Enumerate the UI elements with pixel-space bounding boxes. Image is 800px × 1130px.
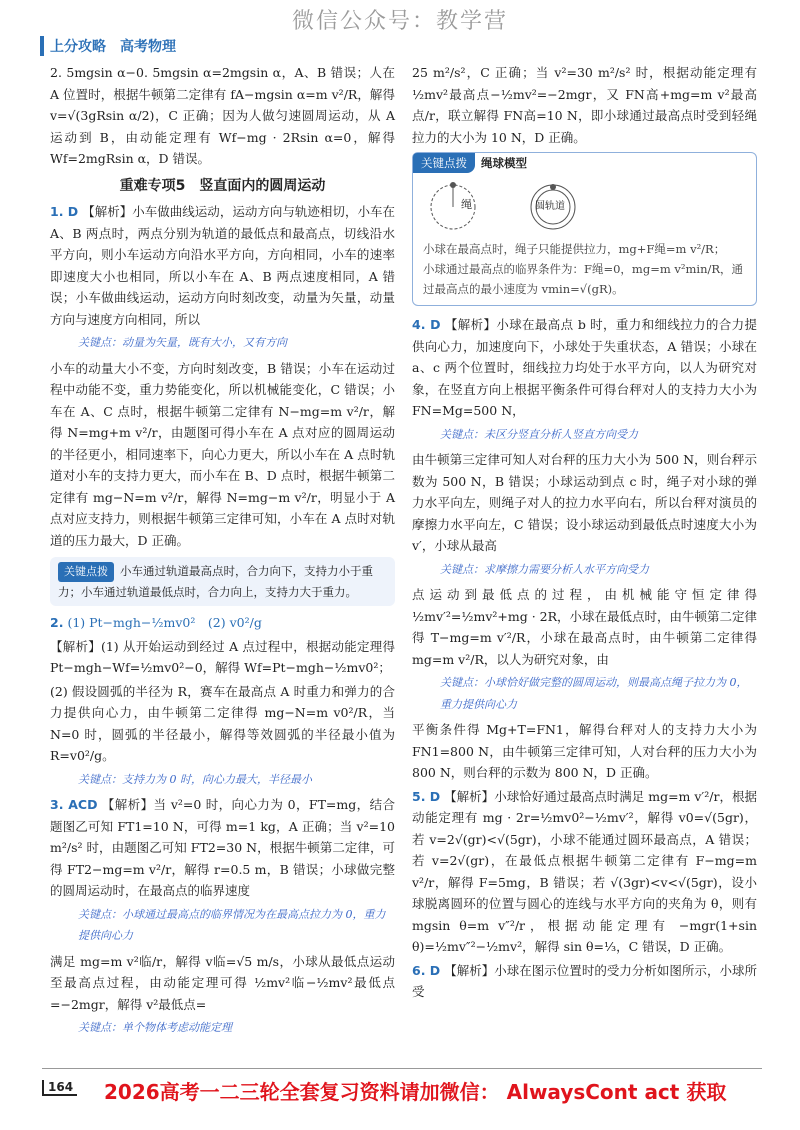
q1-number: 1. D bbox=[50, 204, 79, 219]
section-title: 重难专项5 竖直面内的圆周运动 bbox=[119, 177, 326, 194]
diagram-label-track: 圆轨道 bbox=[535, 201, 565, 212]
q6-block bbox=[412, 960, 757, 1003]
q3-block bbox=[50, 794, 395, 902]
q1-tip-text: 小车通过轨道最高点时，合力向下，支持力小于重力；小车通过轨道最低点时，合力向上，支持力大于重力。 bbox=[58, 564, 373, 599]
q3-text-1: 【解析】当 v²=0 时，向心力为 0，FT=mg，结合题图乙可知 FT1=10 N，可得 m=1 kg，A 正确；当 v²=10 m²/s² 时，由题图乙可知 FT2=30 N，根据牛顿第二定律，可得 FT2−mg=m v²/r，解得 r=0.5 m，B 错误；小球做完整的圆周运动时，在最高点的临界速度 bbox=[50, 797, 396, 898]
q2-text-1: 【解析】(1) 从开始运动到经过 A 点过程中，根据动能定理得 Pt−mgh−Wf=½mv0²−0，解得 Wf=Pt−mgh−½mv0²； bbox=[50, 638, 395, 675]
watermark: 微信公众号：教学营 bbox=[291, 9, 508, 34]
q4-number: 4. D bbox=[412, 317, 441, 332]
box-line-1: 小球在最高点时，绳子只能提供拉力，mg+F绳=m v²/R； bbox=[423, 242, 726, 256]
q4-note-1: 关键点：未区分竖直分析人竖直方向受力 bbox=[440, 427, 638, 441]
box-body bbox=[413, 237, 756, 305]
q2-block bbox=[50, 612, 395, 634]
rope-model-box bbox=[412, 152, 757, 306]
q1-tip-label: 关键点拨 bbox=[58, 562, 114, 582]
q1-note: 关键点：动量为矢量，既有大小，又有方向 bbox=[78, 336, 287, 349]
footer-divider bbox=[42, 1068, 762, 1069]
box-title: 绳球模型 bbox=[481, 156, 527, 170]
q4-block bbox=[412, 314, 757, 422]
q1-block bbox=[50, 201, 395, 330]
q5-text: 【解析】小球恰好通过最高点时满足 mg=m v′²/r，根据动能定理有 mg · 2r=½mv0²−½mv′²，解得 v0=√(5gr)，若 v=2√(gr)<√(5gr)，小球不能通过圆环最高点，A 错误；若 v=2√(gr)，在最低点根据牛顿第二定律有 F−mg=m v²/r，解得 F=5mg，B 错误；若 √(3gr)<v<√(5gr)，设小球脱离圆环的位置与圆心的连线与水平方向的夹角为 θ，则有 mgsin θ=m v″²/r，根据动能定理有 −mgr(1+sin θ)=½mv″²−½mv²，解得 sin θ=⅓，C 错误，D 正确。 bbox=[412, 788, 757, 954]
q1-tip-box bbox=[50, 557, 395, 606]
q6-number: 6. D bbox=[412, 962, 441, 978]
q3-note-1: 关键点：小球通过最高点的临界情况为在最高点拉力为 0，重力提供向心力 bbox=[78, 907, 386, 942]
q5-block bbox=[412, 786, 757, 958]
q1-text-2: 小车的动量大小不变，方向时刻改变，B 错误；小车在运动过程中动能不变，重力势能变化，所以机械能变化，C 错误；小车在 A、C 点时，根据牛顿第二定律有 N−mg=m v²/r，解得 N=mg+m v²/r，由题图可得小车在 A 点对应的圆周运动的半径更小，相同速率下，向心力更大，所以小车在 A 点时轨道对小车的支持力更大，而小车在 B、D 点时，根据牛顿第二定律有 mg−N=m v²/r，解得 N=mg−m v²/r，明显小于 A 点对应支持力，则根据牛顿第三定律可知，小车在 A 点时对轨道的压力最大，D 正确。 bbox=[50, 360, 395, 548]
q4-note-3: 关键点：小球恰好做完整的圆周运动，则最高点绳子拉力为 0，重力提供向心力 bbox=[440, 676, 748, 711]
q3-number: 3. ACD bbox=[50, 797, 98, 812]
q4-text-1: 【解析】小球在最高点 b 时，重力和细线拉力的合力提供向心力，加速度向下，小球处于失重状态，A 错误；小球在 a、c 两个位置时，细线拉力均处于水平方向，以人为研究对象，在竖直方向上根据平衡条件可得台秤对人的支持力大小为 FN=Mg=500 N， bbox=[412, 317, 757, 418]
right-column bbox=[412, 62, 757, 1005]
q2-text-2: (2) 假设圆弧的半径为 R，赛车在最高点 A 时重力和弹力的合力提供向心力，由牛顿第二定律得 mg−N=m v0²/R，当 N=0 时，圆弧的半径最小，解得等效圆弧的半径最小值为 R=v0²/g。 bbox=[50, 683, 395, 763]
q4-note-2: 关键点：求摩擦力需要分析人水平方向受力 bbox=[440, 562, 649, 576]
rope-model-diagram bbox=[413, 177, 756, 235]
q6-text: 【解析】小球在图示位置时的受力分析如图所示，小球所受 bbox=[412, 962, 757, 999]
q3-continued: 25 m²/s²，C 正确；当 v²=30 m²/s² 时，根据动能定理有 ½mv²最高点−½mv²=−2mgr，又 FN高+mg=m v²最高点/r，联立解得 FN高=10 N，即小球通过最高点时受到轻绳拉力的大小为 10 N，D 正确。 bbox=[412, 65, 757, 145]
q4-text-4: 平衡条件得 Mg+T=FN1，解得台秤对人的支持力大小为 FN1=800 N，由牛顿第三定律可知，人对台秤的压力大小为 800 N，则台秤的示数为 800 N，D 正确。 bbox=[412, 722, 757, 780]
rope-circle-diagram bbox=[413, 177, 613, 235]
q2-note: 关键点：支持力为 0 时，向心力最大，半径最小 bbox=[78, 772, 312, 786]
q2-number: 2. bbox=[50, 615, 64, 630]
q5-number: 5. D bbox=[412, 788, 441, 804]
box-line-2: 小球通过最高点的临界条件为：F绳=0，mg=m v²min/R，通过最高点的最小速度为 vmin=√(gR)。 bbox=[423, 262, 744, 296]
intro-text: 2. 5mgsin α−0. 5mgsin α=2mgsin α，A、B 错误；人在 A 位置时，根据牛顿第二定律有 fA−mgsin α=m v²/R，解得 v=√(3gRsin α/2)，C 正确；因为人做匀速圆周运动，从 A 运动到 B，由动能定理有 Wf−mg · 2Rsin α=0，解得 Wf=2mgRsin α，D 错误。 bbox=[50, 65, 395, 166]
page-header: 上分攻略 高考物理 bbox=[40, 36, 176, 56]
diagram-label-rope: 绳 bbox=[461, 198, 472, 211]
footer-banner: 2026高考一二三轮全套复习资料请加微信： AlwaysCont act 获取 bbox=[104, 1080, 727, 1104]
q1-text-1: 【解析】小车做曲线运动，运动方向与轨迹相切，小车在 A、B 两点时，两点分别为轨道的最低点和最高点，切线沿水平方向，则小车运动方向沿水平方向，方向相同，小车的速率即速度大小也相同，所以小车在 A、B 两点速度相同，A 错误；小车做曲线运动，运动方向时刻改变，动量为矢量，动量方向与速度方向相同，所以 bbox=[50, 204, 395, 327]
box-label: 关键点拨 bbox=[413, 153, 475, 173]
q3-text-2: 满足 mg=m v²临/r，解得 v临=√5 m/s，小球从最低点运动至最高点过程，由动能定理可得 ½mv²临−½mv²最低点=−2mgr，解得 v²最低点= bbox=[50, 953, 395, 1012]
left-column bbox=[50, 62, 395, 1043]
page-number: 164 bbox=[42, 1080, 77, 1096]
q4-text-3: 点运动到最低点的过程，由机械能守恒定律得 ½mv′²=½mv²+mg · 2R，小球在最低点时，由牛顿第二定律得 T−mg=m v′²/R，小球在最高点时，由牛顿第二定律得 mg=m v²/R，以人为研究对象，由 bbox=[412, 587, 758, 667]
q3-note-2: 关键点：单个物体考虑动能定理 bbox=[78, 1021, 232, 1034]
q4-text-2: 由牛顿第三定律可知人对台秤的压力大小为 500 N，则台秤示数为 500 N，B 错误；小球运动到点 c 时，绳子对小球的弹力水平向左，则绳子对人的拉力水平向右，所以台秤对演员的摩擦力水平向左，C 错误；设小球运动到最低点时速度大小为 v′，小球从最高 bbox=[412, 452, 757, 553]
q2-answer: (1) Pt−mgh−½mv0² (2) v0²/g bbox=[67, 615, 262, 630]
